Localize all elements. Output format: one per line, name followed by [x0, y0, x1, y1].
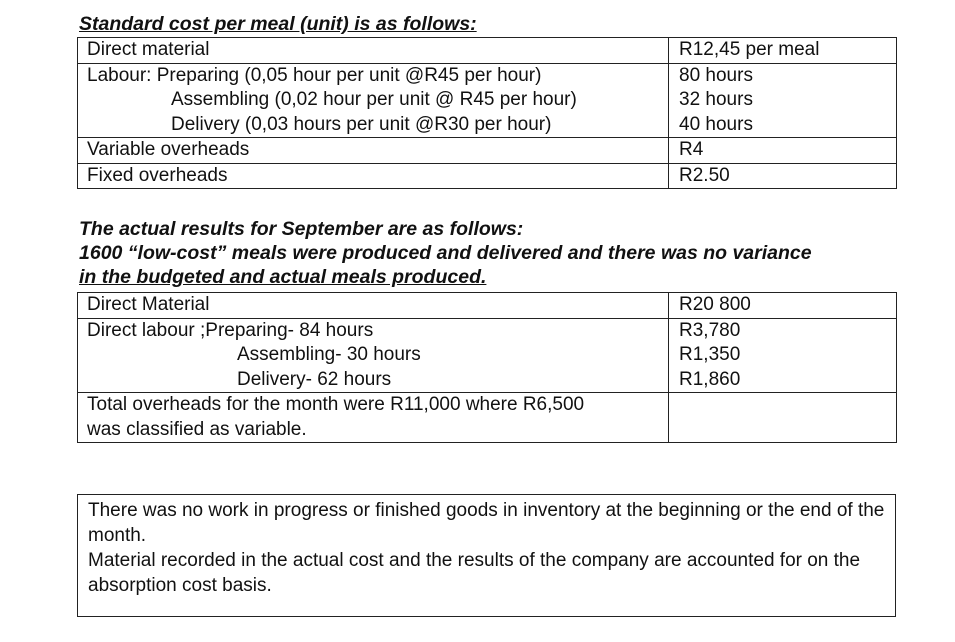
row-value: 40 hours	[679, 113, 753, 135]
table-row	[78, 38, 897, 64]
overheads-cell	[78, 393, 669, 443]
overheads-value-cell	[669, 393, 897, 443]
row-label: Direct material	[78, 38, 669, 64]
table-row	[78, 393, 897, 443]
row-label: Variable overheads	[78, 138, 669, 164]
row-value: R4	[669, 138, 897, 164]
labour-cell	[78, 318, 669, 393]
labour-cell	[78, 63, 669, 138]
standard-cost-table	[77, 37, 897, 189]
table-row	[78, 63, 897, 138]
labour-values-cell	[669, 318, 897, 393]
row-label: Delivery (0,03 hours per unit @R30 per hour)	[171, 113, 552, 135]
labour-values-cell	[669, 63, 897, 138]
row-label: Direct labour ;Preparing- 84 hours	[87, 319, 374, 341]
heading-line: in the budgeted and actual meals produced.	[79, 266, 487, 288]
actual-results-table	[77, 292, 897, 443]
row-label: Assembling- 30 hours	[237, 344, 421, 365]
row-value: 32 hours	[679, 89, 753, 110]
table-row	[78, 293, 897, 319]
inventory-note-box	[77, 494, 896, 617]
row-label: Labour: Preparing (0,05 hour per unit @R45 per hour)	[87, 64, 542, 86]
row-value: R1,350	[679, 344, 741, 365]
row-label: Delivery- 62 hours	[237, 368, 392, 390]
row-label: Direct Material	[78, 293, 669, 319]
row-label: Assembling (0,02 hour per unit @ R45 per hour)	[171, 89, 577, 110]
table-row	[78, 138, 897, 164]
note-paragraph: Material recorded in the actual cost and the results of the company are accounted for on the absorption cost basis.	[88, 550, 861, 596]
row-value: R3,780	[679, 319, 741, 341]
heading-line: The actual results for September are as follows:	[79, 218, 524, 240]
row-label: Total overheads for the month were R11,000 where R6,500	[87, 394, 585, 415]
row-label: Fixed overheads	[78, 163, 669, 189]
heading-line: 1600 “low-cost” meals were produced and delivered and there was no variance	[79, 242, 812, 264]
table-row	[78, 163, 897, 189]
actual-results-heading	[79, 217, 812, 289]
row-value: 80 hours	[679, 64, 753, 86]
row-value: R1,860	[679, 368, 741, 390]
row-value: R2.50	[669, 163, 897, 189]
row-label: was classified as variable.	[87, 418, 307, 440]
row-value: R12,45 per meal	[669, 38, 897, 64]
table-row	[78, 318, 897, 393]
note-paragraph: There was no work in progress or finished goods in inventory at the beginning or the end of the month.	[88, 500, 885, 546]
standard-cost-heading	[79, 12, 477, 36]
row-value: R20 800	[669, 293, 897, 319]
standard-cost-heading-text: Standard cost per meal (unit) is as follows:	[79, 13, 477, 35]
